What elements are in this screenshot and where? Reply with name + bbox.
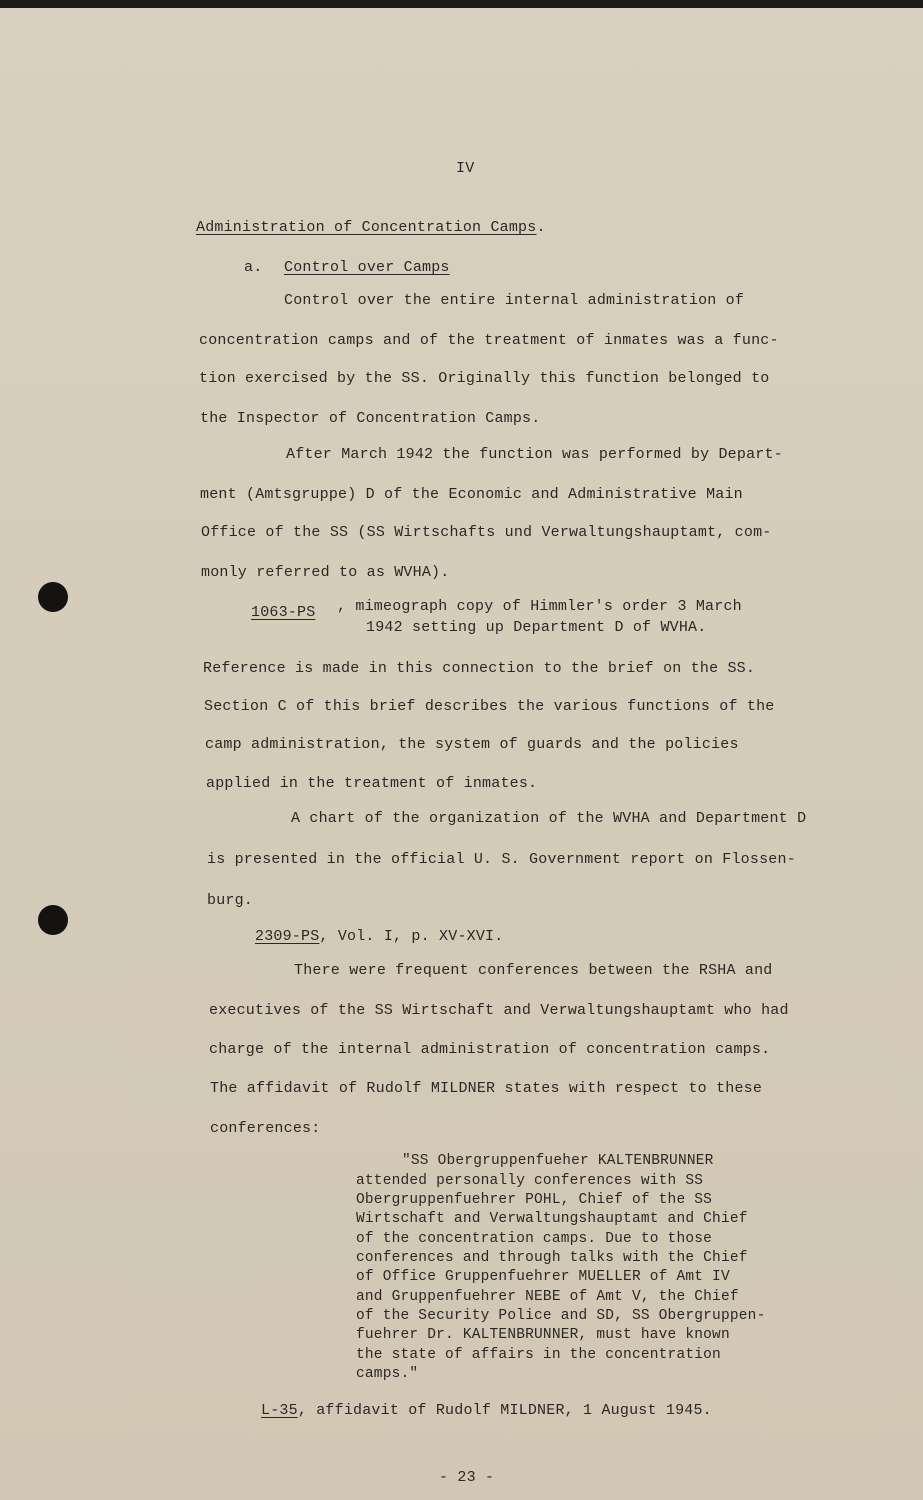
paragraph-line: Control over the entire internal administration of	[284, 292, 745, 309]
quote-line: and Gruppenfuehrer NEBE of Amt V, the Chief	[356, 1289, 739, 1305]
quote-line: fuehrer Dr. KALTENBRUNNER, must have known	[356, 1327, 730, 1343]
paragraph-line: conferences:	[210, 1120, 321, 1137]
quote-line: "SS Obergruppenfueher KALTENBRUNNER	[402, 1153, 714, 1169]
paragraph-line: is presented in the official U. S. Government report on Flossen-	[207, 851, 796, 868]
section-heading: Administration of Concentration Camps.	[196, 219, 546, 236]
quote-line: of the Security Police and SD, SS Obergruppen-	[356, 1308, 766, 1324]
quote-line: the state of affairs in the concentration	[356, 1347, 721, 1363]
paragraph-line: There were frequent conferences between the RSHA and	[294, 962, 773, 979]
citation-doc: L-35	[261, 1402, 298, 1419]
citation-line	[255, 928, 503, 945]
punch-hole	[38, 582, 68, 612]
punch-hole	[38, 905, 68, 935]
paragraph-line: The affidavit of Rudolf MILDNER states with respect to these	[210, 1080, 763, 1097]
page-number: - 23 -	[439, 1469, 495, 1486]
paragraph-line: After March 1942 the function was performed by Depart-	[286, 446, 783, 463]
scan-top-edge	[0, 0, 923, 8]
quote-line: of the concentration camps. Due to those	[356, 1231, 713, 1247]
paragraph-line: executives of the SS Wirtschaft and Verwaltungshauptamt who had	[209, 1002, 789, 1019]
citation-line	[261, 1402, 712, 1419]
quote-line: attended personally conferences with SS	[356, 1173, 704, 1189]
citation-text: 1942 setting up Department D of WVHA.	[366, 619, 707, 636]
quote-line: of Office Gruppenfuehrer MUELLER of Amt IV	[356, 1269, 730, 1285]
paragraph-line: camp administration, the system of guards and the policies	[205, 736, 739, 753]
paragraph-line: Section C of this brief describes the various functions of the	[204, 698, 775, 715]
citation-text: , mimeograph copy of Himmler's order 3 March	[337, 598, 742, 615]
citation-doc: 2309-PS	[255, 928, 320, 945]
paragraph-line: applied in the treatment of inmates.	[206, 775, 538, 792]
paragraph-line: Reference is made in this connection to the brief on the SS.	[203, 660, 756, 677]
subsection-marker: a.	[244, 259, 263, 276]
paragraph-line: concentration camps and of the treatment of inmates was a func-	[199, 332, 779, 349]
subsection-title: Control over Camps	[284, 259, 450, 276]
quote-line: Obergruppenfuehrer POHL, Chief of the SS	[356, 1192, 713, 1208]
paragraph-line: charge of the internal administration of concentration camps.	[209, 1041, 771, 1058]
section-number: IV	[456, 160, 475, 177]
quote-line: conferences and through talks with the Chief	[356, 1250, 748, 1266]
paragraph-line: monly referred to as WVHA).	[201, 564, 450, 581]
paragraph-line: tion exercised by the SS. Originally this function belonged to	[199, 370, 770, 387]
paragraph-line: A chart of the organization of the WVHA and Department D	[291, 810, 807, 827]
quote-line: camps."	[356, 1366, 419, 1382]
quote-line: Wirtschaft and Verwaltungshauptamt and Chief	[356, 1211, 748, 1227]
paragraph-line: Office of the SS (SS Wirtschafts und Verwaltungshauptamt, com-	[201, 524, 772, 541]
paragraph-line: burg.	[207, 892, 254, 909]
paragraph-line: the Inspector of Concentration Camps.	[200, 410, 541, 427]
citation-text: , Vol. I, p. XV-XVI.	[319, 928, 504, 945]
paragraph-line: ment (Amtsgruppe) D of the Economic and Administrative Main	[200, 486, 743, 503]
citation-doc: 1063-PS	[251, 604, 316, 621]
citation-text: , affidavit of Rudolf MILDNER, 1 August 1945.	[297, 1402, 712, 1419]
